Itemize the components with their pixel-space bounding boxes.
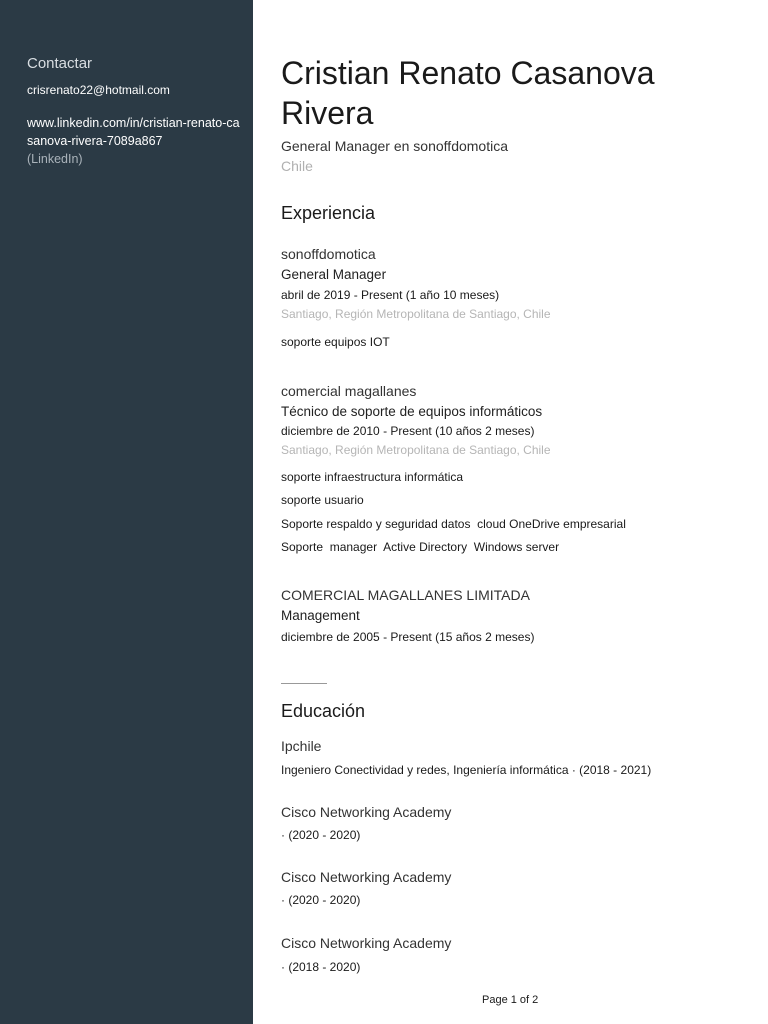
page-number: Page 1 of 2 xyxy=(482,994,539,1006)
job-detail: Soporte respaldo y seguridad datos cloud OneDrive empresarial xyxy=(281,517,626,531)
linkedin-link[interactable]: www.linkedin.com/in/cristian-renato-casanova-rivera-7089a867 xyxy=(27,116,240,148)
linkedin-label: (LinkedIn) xyxy=(27,152,83,166)
school-name: Cisco Networking Academy xyxy=(281,935,452,951)
job-role: Management xyxy=(281,608,360,623)
school-detail: Ingeniero Conectividad y redes, Ingeniería informática · (2018 - 2021) xyxy=(281,763,652,777)
job-detail: soporte infraestructura informática xyxy=(281,470,464,484)
sidebar xyxy=(0,0,253,1024)
job-company: COMERCIAL MAGALLANES LIMITADA xyxy=(281,587,530,603)
school-detail: · (2018 - 2020) xyxy=(281,960,361,974)
job-place: Santiago, Región Metropolitana de Santiago, Chile xyxy=(281,443,551,457)
job-role: Técnico de soporte de equipos informáticos xyxy=(281,404,543,419)
school-name: Ipchile xyxy=(281,738,322,754)
job-detail: soporte equipos IOT xyxy=(281,335,390,349)
school-detail: · (2020 - 2020) xyxy=(281,893,361,907)
school-detail: · (2020 - 2020) xyxy=(281,828,361,842)
job-company: sonoffdomotica xyxy=(281,246,376,262)
section-divider xyxy=(281,683,327,684)
contact-heading: Contactar xyxy=(27,55,93,72)
job-dates: diciembre de 2010 - Present (10 años 2 meses) xyxy=(281,424,535,438)
job-detail: soporte usuario xyxy=(281,493,364,507)
email-link[interactable]: crisrenato22@hotmail.com xyxy=(27,83,170,97)
profile-name: Cristian Renato Casanova Rivera xyxy=(281,55,655,131)
job-role: General Manager xyxy=(281,267,387,282)
job-dates: diciembre de 2005 - Present (15 años 2 meses) xyxy=(281,630,535,644)
job-place: Santiago, Región Metropolitana de Santiago, Chile xyxy=(281,307,551,321)
school-name: Cisco Networking Academy xyxy=(281,869,452,885)
school-name: Cisco Networking Academy xyxy=(281,804,452,820)
job-detail: Soporte manager Active Directory Windows server xyxy=(281,540,560,554)
linkedin-block xyxy=(27,114,242,168)
education-title: Educación xyxy=(281,701,366,721)
profile-headline: General Manager en sonoffdomotica xyxy=(281,138,508,154)
experience-title: Experiencia xyxy=(281,203,376,223)
job-company: comercial magallanes xyxy=(281,383,417,399)
profile-location: Chile xyxy=(281,158,313,174)
job-dates: abril de 2019 - Present (1 año 10 meses) xyxy=(281,288,500,302)
